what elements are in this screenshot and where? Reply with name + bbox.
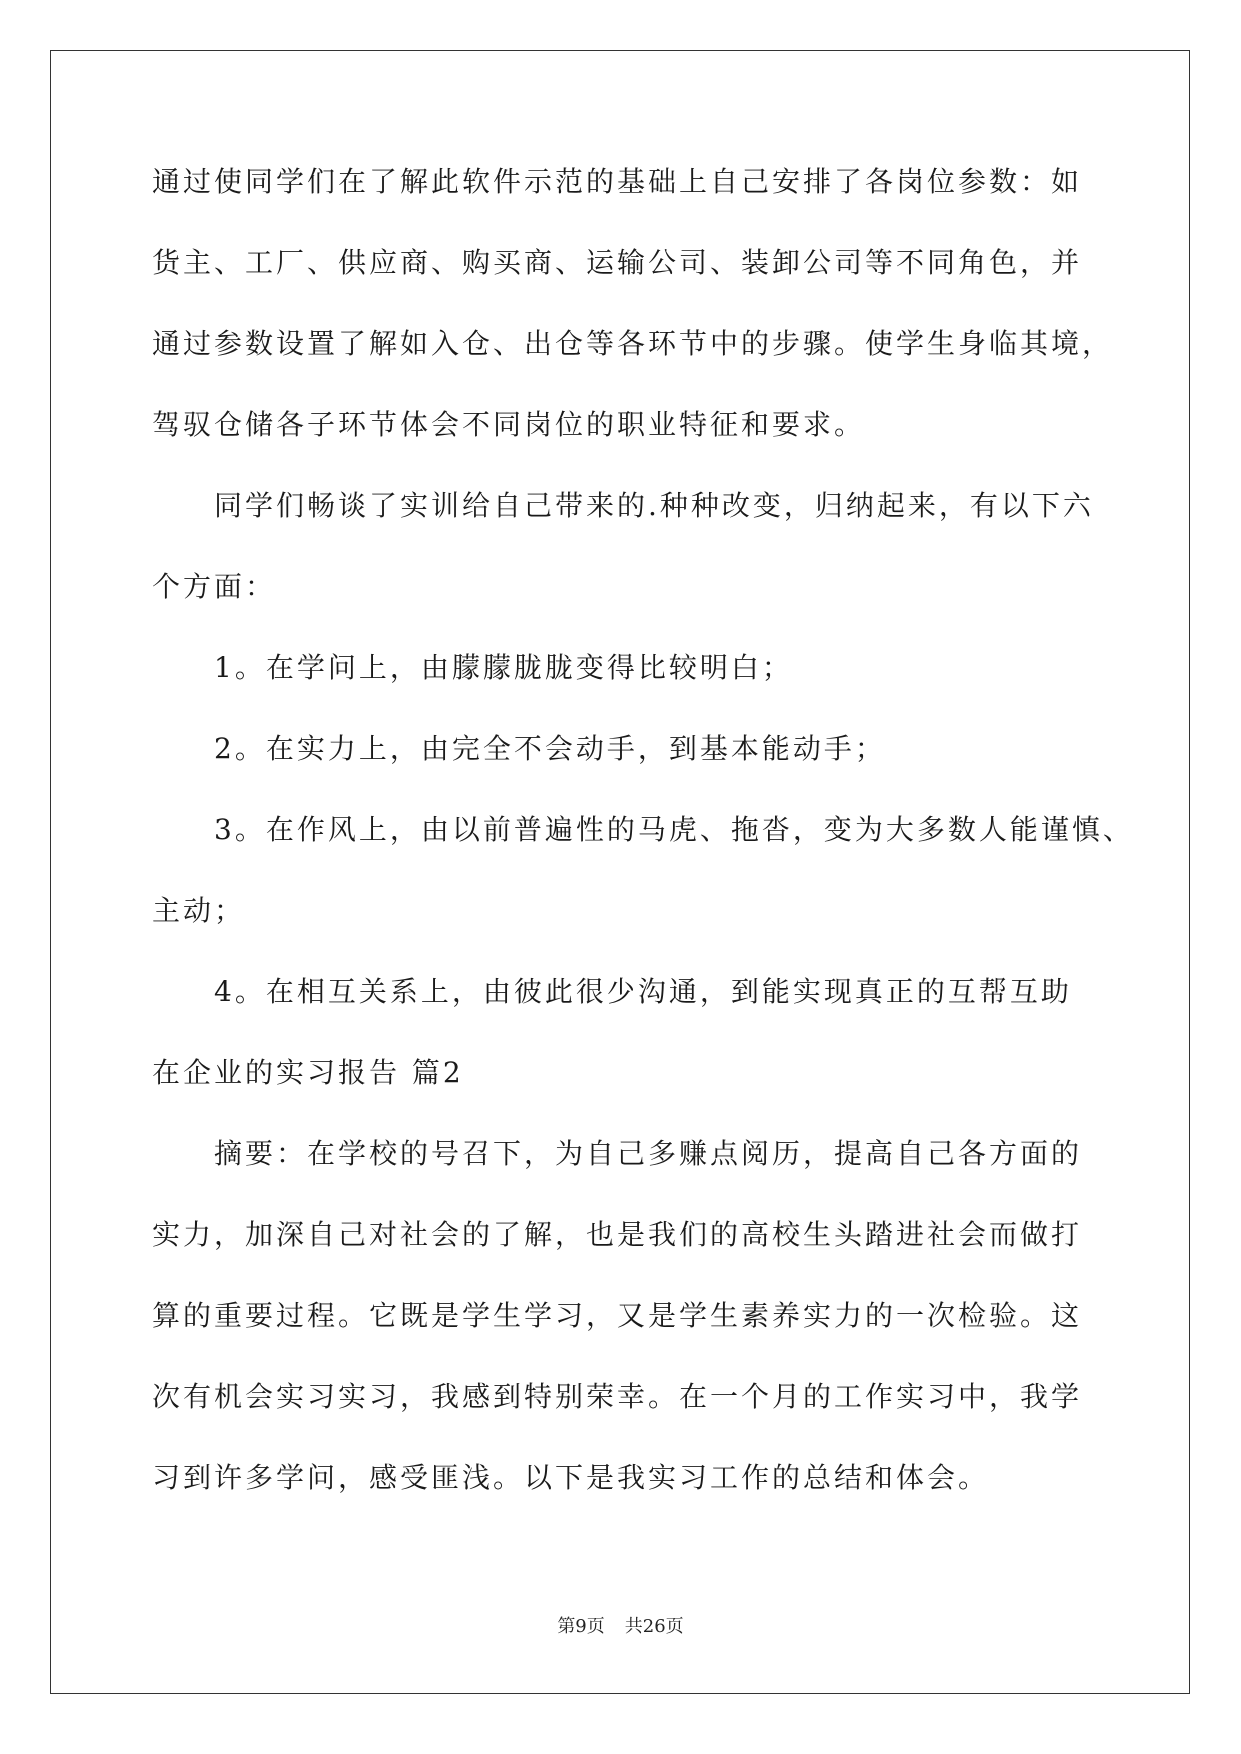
body-line: 习到许多学问，感受匪浅。以下是我实习工作的总结和体会。: [152, 1461, 990, 1494]
page-footer: [0, 1616, 1241, 1638]
page-number: 第9页: [557, 1616, 605, 1637]
list-item: 2。在实力上，由完全不会动手，到基本能动手；: [214, 732, 886, 765]
body-line: 算的重要过程。它既是学生学习，又是学生素养实力的一次检验。这: [152, 1299, 1083, 1332]
list-item: 4。在相互关系上，由彼此很少沟通，到能实现真正的互帮互助: [214, 975, 1072, 1008]
body-line: 通过使同学们在了解此软件示范的基础上自己安排了各岗位参数：如: [152, 165, 1083, 198]
body-line: 货主、工厂、供应商、购买商、运输公司、装卸公司等不同角色，并: [152, 246, 1083, 279]
body-line: 同学们畅谈了实训给自己带来的.种种改变，归纳起来，有以下六: [214, 489, 1094, 522]
list-item: 1。在学问上，由朦朦胧胧变得比较明白；: [214, 651, 793, 684]
page-total: 共26页: [624, 1616, 684, 1637]
section-heading: 在企业的实习报告 篇2: [152, 1056, 464, 1089]
body-line: 主动；: [152, 894, 246, 927]
body-line: 驾驭仓储各子环节体会不同岗位的职业特征和要求。: [152, 408, 866, 441]
body-line: 个方面：: [152, 570, 277, 603]
body-line: 次有机会实习实习，我感到特别荣幸。在一个月的工作实习中，我学: [152, 1380, 1083, 1413]
body-line: 通过参数设置了解如入仓、出仓等各环节中的步骤。使学生身临其境，: [152, 327, 1114, 360]
body-line: 摘要：在学校的号召下，为自己多赚点阅历，提高自己各方面的: [214, 1137, 1083, 1170]
body-line: 实力，加深自己对社会的了解，也是我们的高校生头踏进社会而做打: [152, 1218, 1083, 1251]
list-item: 3。在作风上，由以前普遍性的马虎、拖沓，变为大多数人能谨慎、: [214, 813, 1134, 846]
document-body: [152, 165, 1134, 1542]
